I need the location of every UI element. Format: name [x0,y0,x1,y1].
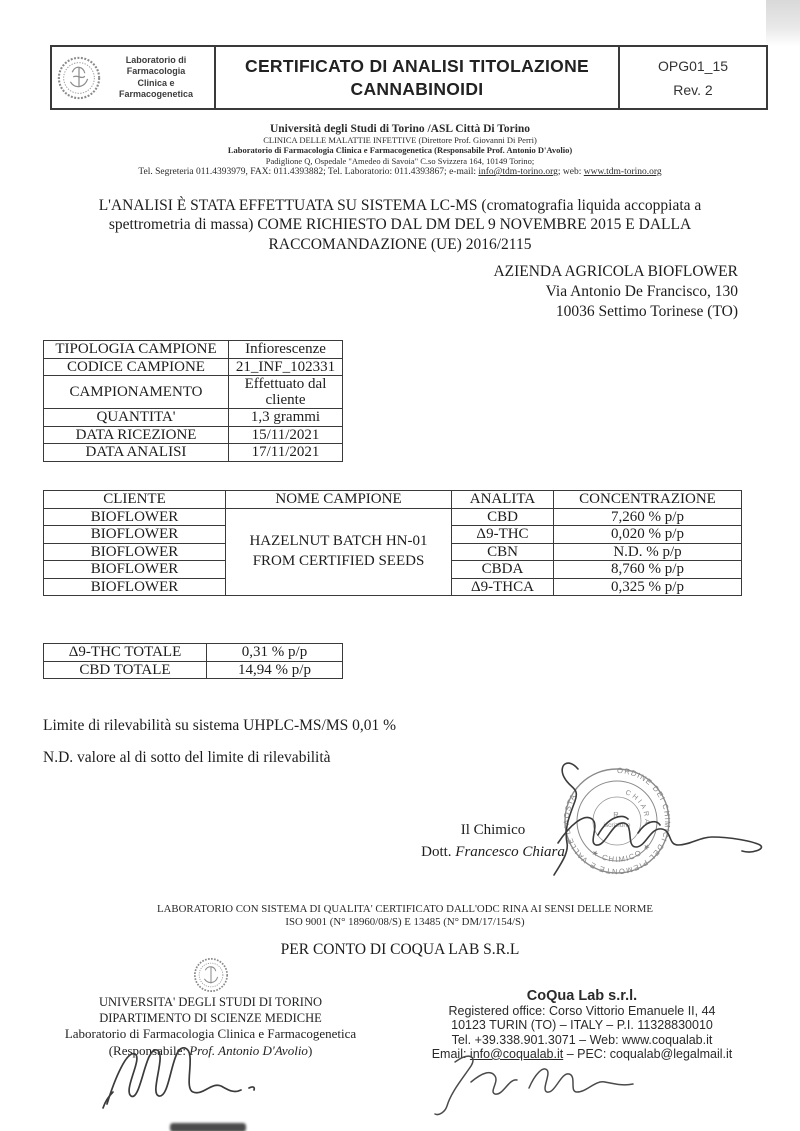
client-address [400,262,738,321]
result-sample-name [226,508,452,596]
result-analita: CBN [452,543,554,561]
table-row [44,508,742,526]
client-name: AZIENDA AGRICOLA BIOFLOWER [493,263,738,280]
coqua-tel-web: Tel. +39.338.901.3071 – Web: www.coqualab.it [451,1032,713,1047]
footer-university-name: UNIVERSITA' DEGLI STUDI DI TORINO [99,995,322,1009]
result-concentrazione: 0,325 % p/p [554,578,742,596]
total-label: CBD TOTALE [44,661,207,679]
result-concentrazione: 0,020 % p/p [554,526,742,544]
total-label: Δ9-THC TOTALE [44,644,207,662]
scan-artifact [766,0,800,46]
chemist-name-italic: Francesco Chiara [455,843,565,860]
sample-value: Effettuato dal cliente [229,376,343,409]
quality-certification [0,903,800,930]
result-analita: Δ9-THC [452,526,554,544]
table-row [44,444,343,462]
document-title-line2: CANNABINOIDI [350,78,484,99]
result-analita: Δ9-THCA [452,578,554,596]
letterhead-address: Padiglione Q, Ospedale "Amedeo di Savoia" C.so Svizzera 164, 10149 Torino; [265,155,535,166]
letterhead-laboratory: Laboratorio di Farmacologia Clinica e Farmacogenetica (Responsabile Prof. Antonio D'Avolio) [227,145,573,156]
lab-name-line: Farmacologia [126,66,186,77]
coqua-email: info@coqualab.it [469,1046,564,1061]
statement-line: L'ANALISI È STATA EFFETTUATA SU SISTEMA LC-MS (cromatografia liquida accoppiata a [98,197,702,214]
result-concentrazione: 7,260 % p/p [554,508,742,526]
document-header [50,45,768,110]
col-header-concentrazione: CONCENTRAZIONE [554,491,742,509]
col-header-cliente: CLIENTE [44,491,226,509]
results-table [43,490,742,596]
certification-line2: ISO 9001 (N° 18960/08/S) E 13485 (N° DM/17/154/S) [285,916,525,929]
sample-label: TIPOLOGIA CAMPIONE [44,341,229,359]
letterhead-contacts-sep: ; web: [557,167,584,178]
statement-line: spettrometria di massa) COME RICHIESTO DAL DM DEL 9 NOVEMBRE 2015 E DALLA [108,216,692,234]
sample-label: QUANTITA' [44,409,229,427]
chemist-handwritten-signature [538,755,773,883]
letterhead [0,123,800,177]
statement-line: RACCOMANDAZIONE (UE) 2016/2115 [268,235,532,253]
university-seal-icon [56,52,102,104]
header-lab-name [102,55,210,100]
sample-name-line2: FROM CERTIFIED SEEDS [252,552,425,569]
lab-name-line: Farmacogenetica [118,88,194,99]
table-row [44,409,343,427]
lab-name-line: Laboratorio di [125,55,187,65]
stamp-inner-name: CHIARA [624,789,651,827]
sample-value: 1,3 grammi [229,409,343,427]
footer-responsible-suffix: ) [307,1042,313,1058]
chemist-role: Il Chimico [460,822,526,838]
per-conto-line: PER CONTO DI COQUA LAB S.R.L [280,941,520,958]
letterhead-website: www.tdm-torino.org [583,167,662,178]
total-value: 0,31 % p/p [207,644,343,662]
client-street: Via Antonio De Francisco, 130 [545,282,738,300]
footer-department: DIPARTIMENTO DI SCIENZE MEDICHE [99,1010,322,1025]
sample-label: CAMPIONAMENTO [44,376,229,409]
responsible-handwritten-signature [95,1038,270,1118]
sample-label: DATA ANALISI [44,444,229,462]
header-left-cell [52,47,216,108]
letterhead-clinic: CLINICA DELLE MALATTIE INFETTIVE (Direttore Prof. Giovanni Di Perri) [263,135,537,145]
sample-value: 15/11/2021 [229,426,343,444]
university-seal-icon [38,955,383,995]
sample-info-table [43,340,343,462]
sample-label: DATA RICEZIONE [44,426,229,444]
coqua-pec: coqualab@legalmail.it [609,1046,733,1061]
analysis-statement [40,196,760,254]
letterhead-email: info@tdm-torino.org [478,167,558,178]
document-title-line1: CERTIFICATO DI ANALISI TITOLAZIONE [245,55,589,76]
table-row [44,661,343,679]
result-concentrazione: 8,760 % p/p [554,561,742,579]
document-revision: Rev. 2 [673,81,713,98]
footer-responsible-name: Prof. Antonio D'Avolio [189,1042,308,1058]
document-code: OPG01_15 [657,57,729,74]
result-cliente: BIOFLOWER [44,543,226,561]
sample-label: CODICE CAMPIONE [44,358,229,376]
result-cliente: BIOFLOWER [44,561,226,579]
stamp-ring-text: ORDINE DEI CHIMICI DEL PIEMONTE E VALLE D'AOSTA [561,765,673,877]
table-header-row [44,491,742,509]
certification-line1: LABORATORIO CON SISTEMA DI QUALITA' CERTIFICATO DALL'ODC RINA AI SENSI DELLE NORME [157,903,653,915]
stamp-bottom-text: ★ CHIMICO ★ [589,840,654,865]
header-code-cell [620,47,766,108]
coqua-company-name: CoQua Lab s.r.l. [526,988,638,1004]
table-row [44,341,343,359]
total-value: 14,94 % p/p [207,661,343,679]
lab-name-line: Clinica e [137,77,175,88]
result-concentrazione: N.D. % p/p [554,543,742,561]
letterhead-contacts [0,167,800,177]
coqua-registered-office: Registered office: Corso Vittorio Emanuele II, 44 [448,1004,716,1018]
sample-value: 21_INF_102331 [229,358,343,376]
coqua-email-label: Email: [431,1046,470,1061]
table-row [44,376,343,409]
nd-definition-note: N.D. valore al di sotto del limite di rilevabilità [43,749,331,766]
letterhead-contacts-text: Tel. Segreteria 011.4393979, FAX: 011.4393882; Tel. Laboratorio: 011.4393867; e-mail: [138,167,479,178]
result-analita: CBDA [452,561,554,579]
table-row [44,426,343,444]
header-title-cell [216,47,620,108]
stamp-center-line1: R. [613,810,621,819]
result-cliente: BIOFLOWER [44,526,226,544]
sample-value: 17/11/2021 [229,444,343,462]
letterhead-university: Università degli Studi di Torino /ASL Città Di Torino [269,123,531,135]
result-cliente: BIOFLOWER [44,508,226,526]
scan-smudge-artifact [170,1123,246,1131]
result-cliente: BIOFLOWER [44,578,226,596]
col-header-nome-campione: NOME CAMPIONE [226,491,452,509]
footer-laboratory: Laboratorio di Farmacologia Clinica e Farmacogenetica [64,1026,357,1042]
stamp-center-line2: iscrizione [603,822,631,829]
sample-value: Infiorescenze [229,341,343,359]
coqua-handwritten-signature [425,1048,655,1118]
chemist-name-prefix: Dott. [421,843,456,860]
totals-table [43,643,343,679]
col-header-analita: ANALITA [452,491,554,509]
result-analita: CBD [452,508,554,526]
coqua-pec-label: – PEC: [563,1046,610,1061]
table-row [44,644,343,662]
sample-name-line1: HAZELNUT BATCH HN-01 [249,533,428,550]
footer-responsible-prefix: (Responsabile: [108,1042,190,1058]
table-row [44,358,343,376]
client-city: 10036 Settimo Torinese (TO) [555,302,738,320]
detection-limit-note: Limite di rilevabilità su sistema UHPLC-MS/MS 0,01 % [43,717,397,734]
coqua-city-vat: 10123 TURIN (TO) – ITALY – P.I. 11328830010 [451,1018,713,1033]
